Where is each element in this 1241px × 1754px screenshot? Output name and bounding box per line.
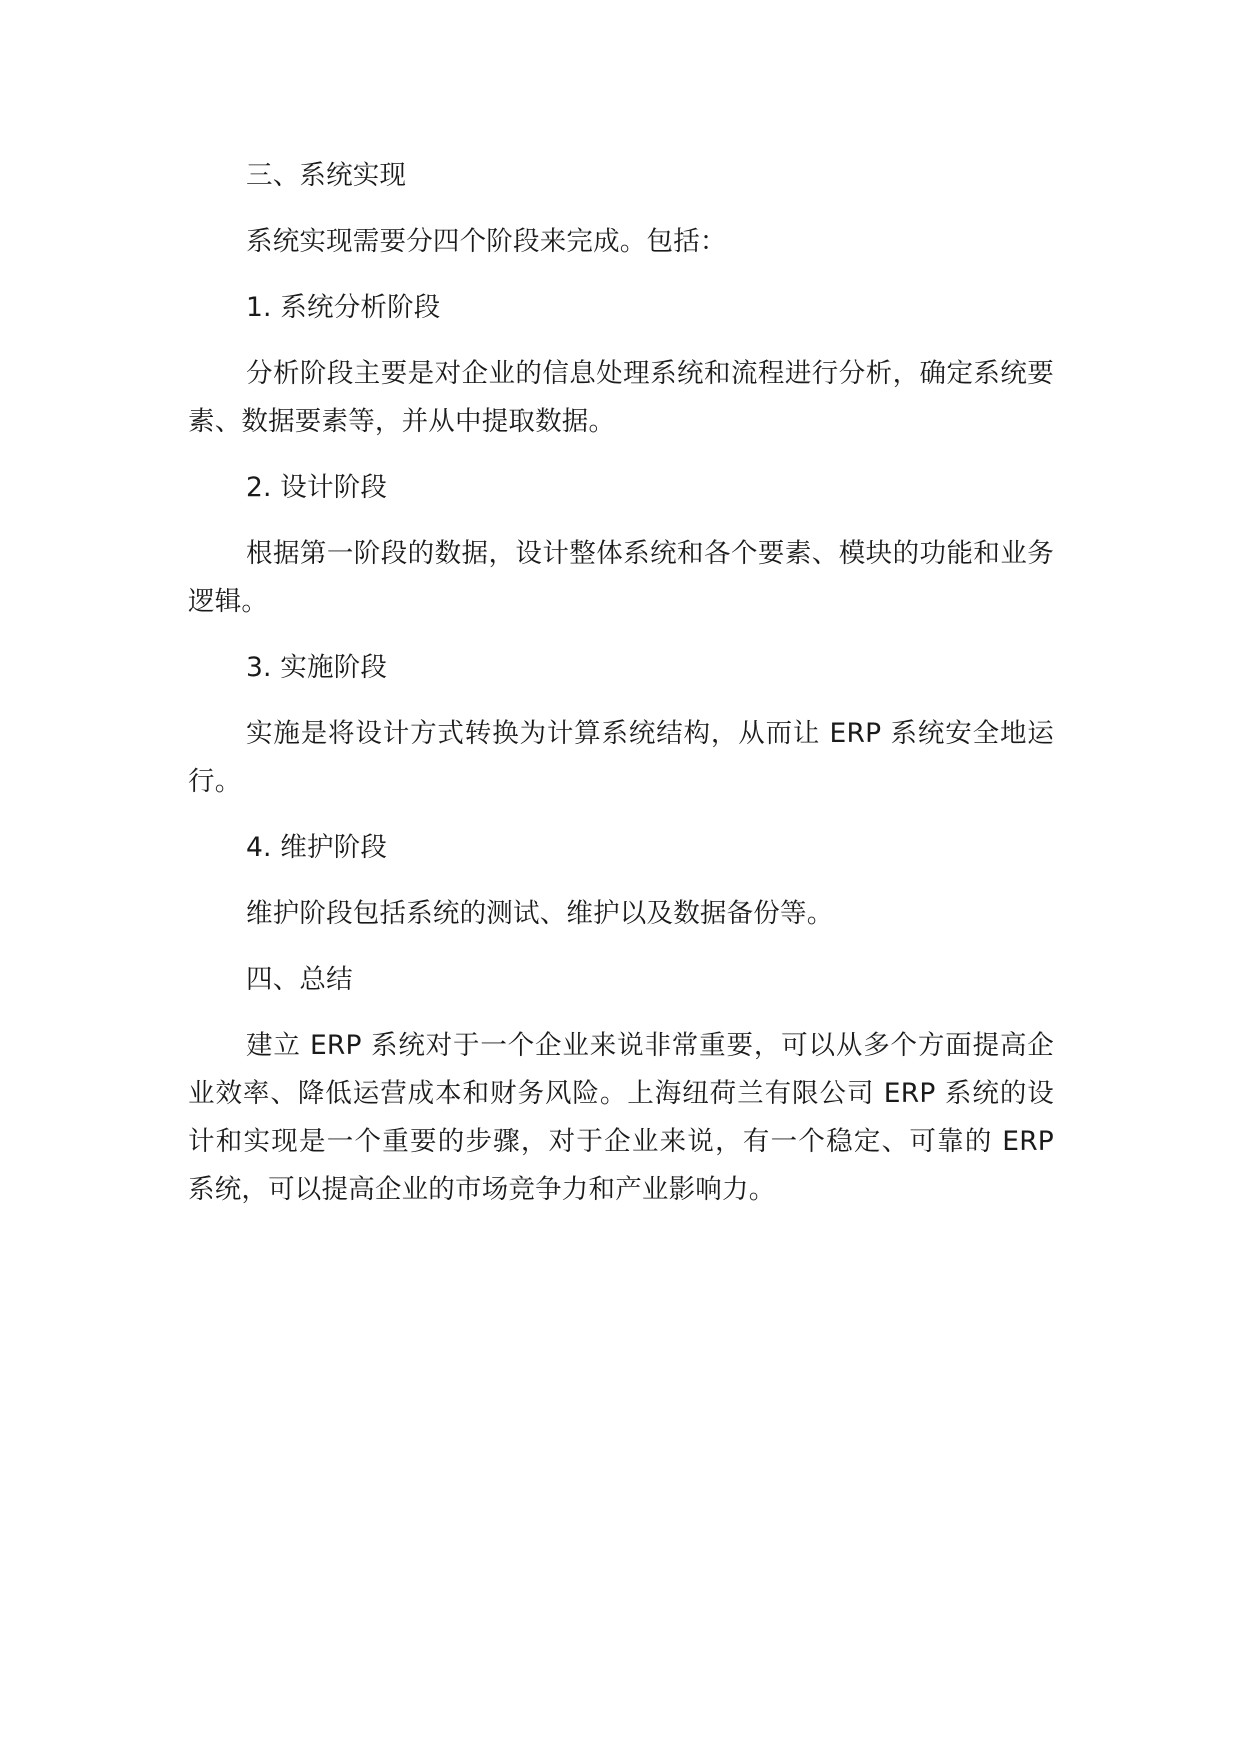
paragraph-maintenance-stage: 维护阶段包括系统的测试、维护以及数据备份等。 (246, 898, 834, 929)
paragraph-summary: 建立 ERP 系统对于一个企业来说非常重要，可以从多个方面提高企业效率、降低运营成本和财务风险。上海纽荷兰有限公司 ERP 系统的设计和实现是一个重要的步骤，对于企业来说，有一个稳定、可靠的 ERP 系统，可以提高企业的市场竞争力和产业影响力。 (188, 1030, 1054, 1205)
document-body (188, 152, 1054, 1232)
subheading-analysis-stage: 1. 系统分析阶段 (246, 292, 441, 323)
section-heading-summary: 四、总结 (246, 964, 353, 995)
section-heading-implementation: 三、系统实现 (246, 160, 407, 191)
implementation-intro: 系统实现需要分四个阶段来完成。包括： (246, 226, 727, 257)
subheading-design-stage: 2. 设计阶段 (246, 472, 388, 503)
paragraph-analysis-stage: 分析阶段主要是对企业的信息处理系统和流程进行分析，确定系统要素、数据要素等，并从中提取数据。 (188, 358, 1054, 437)
paragraph-design-stage: 根据第一阶段的数据，设计整体系统和各个要素、模块的功能和业务逻辑。 (188, 538, 1054, 617)
subheading-implementation-stage: 3. 实施阶段 (246, 652, 388, 683)
subheading-maintenance-stage: 4. 维护阶段 (246, 832, 388, 863)
paragraph-implementation-stage: 实施是将设计方式转换为计算系统结构，从而让 ERP 系统安全地运行。 (188, 718, 1054, 797)
